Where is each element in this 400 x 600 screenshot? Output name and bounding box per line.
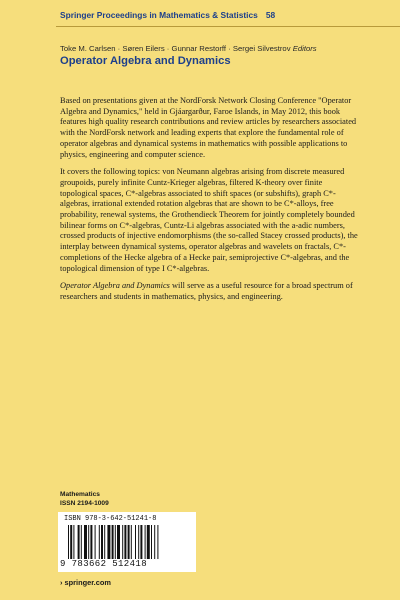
description-paragraph-1: Based on presentations given at the NordForsk Network Closing Conference "Operator Algebra and Dynamics," held in Gjáargarður, Faroe Islands, in May 2012, this book features high quality research contributions and review articles by researchers associated with the NordForsk network and leading experts that explore the fundamental role of operator algebras and dynamical systems in mathematics with possible applications to physics, engineering and computer science. xyxy=(60,96,357,159)
editor-names: Toke M. Carlsen · Søren Eilers · Gunnar Restorff · Sergei Silvestrov xyxy=(60,44,291,53)
barcode-box xyxy=(58,512,196,572)
header-rule xyxy=(56,26,400,27)
issn-label: ISSN 2194-1009 xyxy=(60,500,109,507)
isbn-text: ISBN 978-3-642-51241-8 xyxy=(64,515,157,523)
editors-role: Editors xyxy=(292,44,317,53)
publisher-url: › springer.com xyxy=(60,578,111,587)
book-description xyxy=(60,96,360,310)
book-title: Operator Algebra and Dynamics xyxy=(60,55,231,67)
series-header xyxy=(0,0,400,44)
description-paragraph-2: It covers the following topics: von Neumann algebras arising from discrete measured groupoids, purely infinite Cuntz-Krieger algebras, filtered K-theory over finite topological spaces, C*-algebras associated to shift spaces (or subshifts), graph C*-algebras, irrational extended rotation algebras that are shown to be C*-alloys, free probability, renewal systems, the Grothendieck Theorem for jointly completely bounded bilinear forms on C*-algebras, Cuntz-Li algebras associated with the a-adic numbers, crossed products of injective endomorphisms (the so-called Stacey crossed products), the interplay between dynamical systems, operator algebras and wavelets on fractals, C*-completions of the Hecke algebra of a Hecke pair, semiprojective C*-algebras, and the topological dimension of type I C*-algebras. xyxy=(60,167,358,273)
description-p3-rest: will serve as a useful resource for a broad spectrum of researchers and students in mathematics, physics, and engineering. xyxy=(60,281,353,301)
barcode-number: 9 783662 512418 xyxy=(60,559,148,569)
description-title-em: Operator Algebra and Dynamics xyxy=(60,281,170,291)
barcode-bars xyxy=(68,525,188,559)
series-title: Springer Proceedings in Mathematics & Statistics 58 xyxy=(60,10,276,20)
series-volume: 58 xyxy=(265,10,276,20)
meta-block xyxy=(60,490,109,508)
description-paragraph-3 xyxy=(60,281,360,302)
editors-line xyxy=(60,44,317,53)
subject-label: Mathematics xyxy=(60,491,100,498)
